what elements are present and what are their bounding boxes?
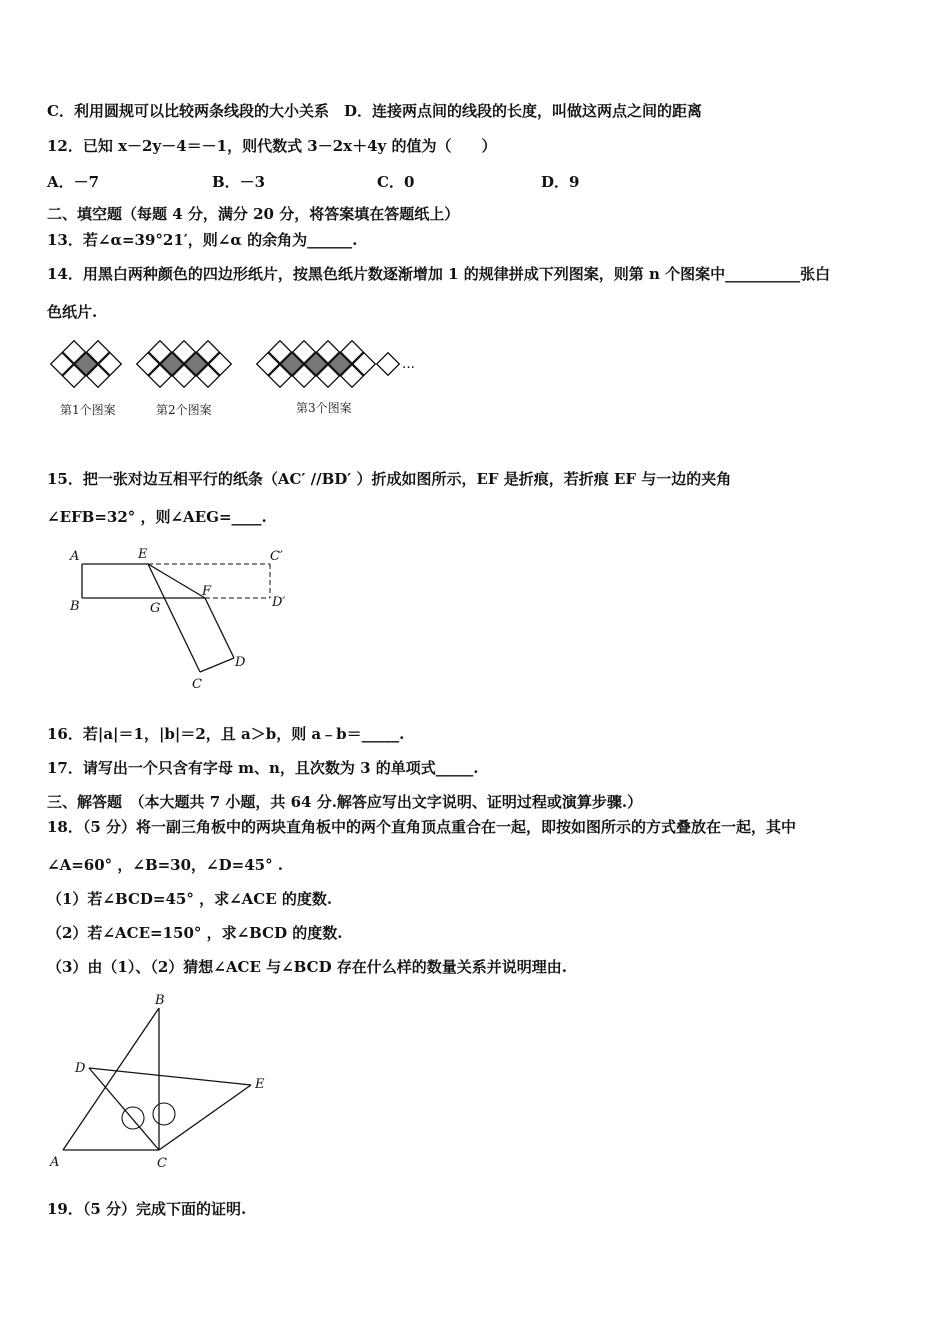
label-d: D [235, 655, 246, 670]
section-3-heading: 三、解答题 （本大题共 7 小题，共 64 分.解答应写出文字说明、证明过程或演算步骤.） [47, 793, 643, 811]
question-19: 19．（5 分）完成下面的证明. [47, 1200, 247, 1218]
label-c: C [157, 1156, 167, 1171]
question-14-line2: 色纸片. [47, 303, 98, 321]
label-d: D [75, 1061, 86, 1076]
label-d-prime: D′ [272, 595, 286, 610]
section-2-heading: 二、填空题（每题 4 分，满分 20 分，将答案填在答题纸上） [47, 205, 460, 223]
question-13: 13．若∠α=39°21′，则∠α 的余角为______. [47, 231, 358, 249]
question-15-line2: ∠EFB=32° ，则∠AEG=____. [47, 508, 267, 526]
label-a: A [50, 1155, 60, 1170]
label-c-prime: C′ [270, 549, 283, 564]
pattern-ellipsis: … [402, 357, 415, 372]
question-15-line1: 15．把一张对边互相平行的纸条（AC′ //BD′ ）折成如图所示，EF 是折痕，若折痕 EF 与一边的夹角 [47, 470, 732, 488]
question-18-line2: ∠A=60° ，∠B=30，∠D=45° . [47, 856, 284, 874]
label-f: F [202, 584, 212, 599]
folded-strip-figure [60, 540, 310, 695]
q12-option-b: B．－3 [212, 173, 266, 191]
caption-3: 第3个图案 [296, 401, 352, 415]
set-squares-figure [45, 990, 285, 1175]
question-18-part-3: （3）由（1）、（2）猜想∠ACE 与∠BCD 存在什么样的数量关系并说明理由. [47, 958, 568, 976]
caption-1: 第1个图案 [60, 403, 116, 417]
label-e: E [255, 1077, 265, 1092]
question-18-line1: 18．（5 分）将一副三角板中的两块直角板中的两个直角顶点重合在一起，即按如图所示的方式叠放在一起，其中 [47, 818, 797, 836]
question-17: 17．请写出一个只含有字母 m、n，且次数为 3 的单项式_____. [47, 759, 479, 777]
pattern-figure [50, 330, 430, 425]
question-18-part-1: （1）若∠BCD=45° ，求∠ACE 的度数. [47, 890, 333, 908]
caption-2: 第2个图案 [156, 403, 212, 417]
question-16: 16．若|a|＝1，|b|＝2，且 a＞b，则 a﹣b＝_____. [47, 725, 405, 743]
label-g: G [150, 601, 161, 616]
label-e: E [138, 547, 148, 562]
q12-option-a: A．－7 [47, 173, 100, 191]
q12-option-d: D．9 [541, 173, 580, 191]
question-12: 12．已知 x－2y－4＝－1，则代数式 3－2x＋4y 的值为（ ） [47, 137, 497, 155]
question-18-part-2: （2）若∠ACE=150° ，求∠BCD 的度数. [47, 924, 343, 942]
q12-option-c: C．0 [377, 173, 415, 191]
label-b: B [155, 993, 165, 1008]
pattern-2 [137, 341, 232, 388]
option-c-d-line: C．利用圆规可以比较两条线段的大小关系 D．连接两点间的线段的长度，叫做这两点之间的距离 [47, 102, 702, 120]
pattern-1 [51, 341, 122, 388]
pattern-3 [257, 341, 400, 388]
label-a: A [70, 549, 80, 564]
label-b: B [70, 599, 80, 614]
question-14-line1: 14．用黑白两种颜色的四边形纸片，按黑色纸片数逐渐增加 1 的规律拼成下列图案，则第 n 个图案中__________张白 [47, 265, 831, 283]
label-c: C [192, 677, 202, 692]
